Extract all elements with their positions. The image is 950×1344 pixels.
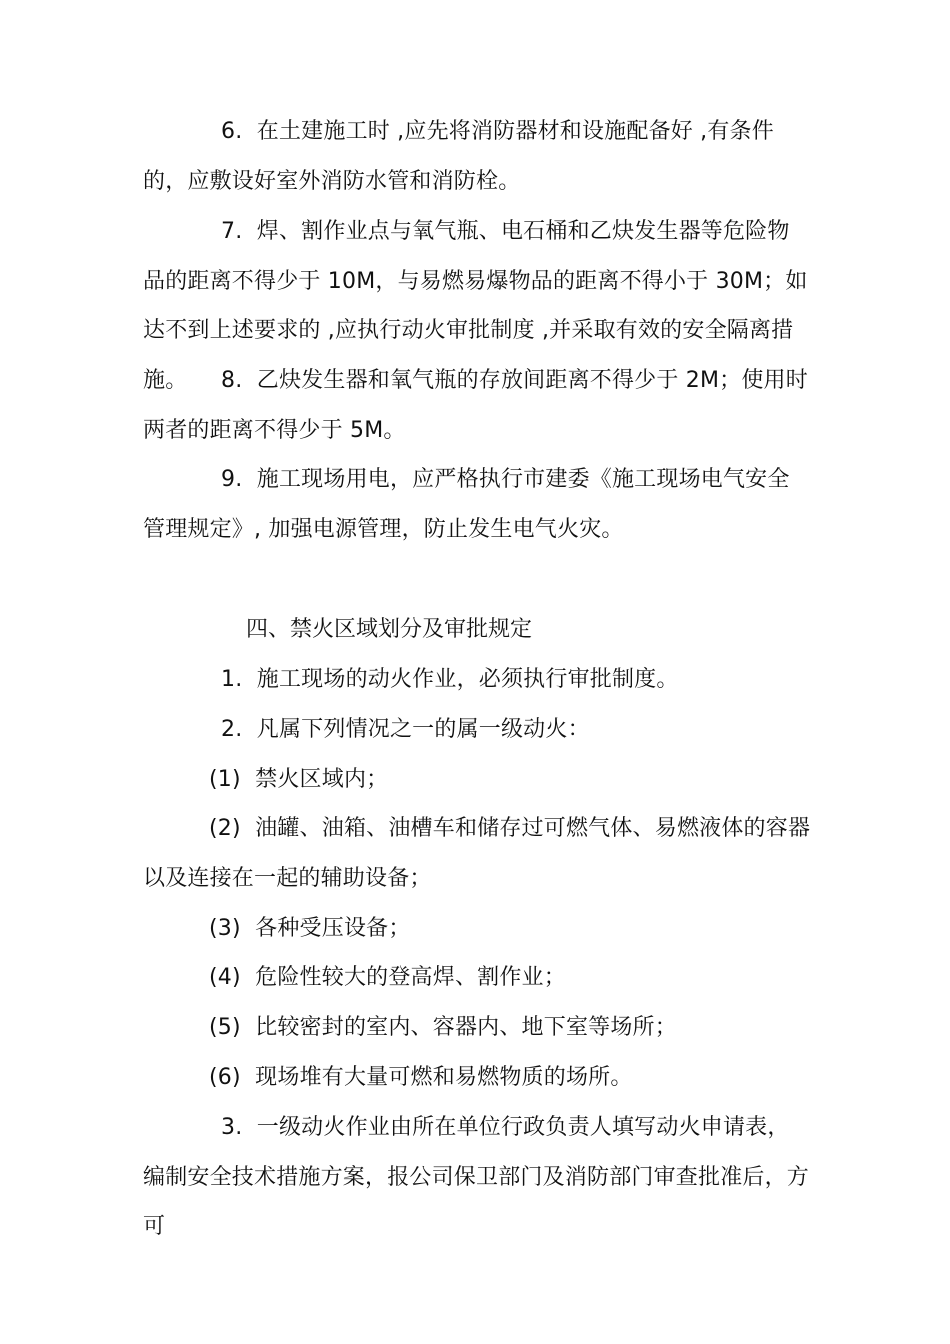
sub-item-3: (3) 各种受压设备； — [209, 916, 411, 941]
paragraph-item-7: 7. 焊、割作业点与氧气瓶、电石桶和乙炔发生器等危险物品的距离不得少于 10M，与易燃易爆物品的距离不得小于 30M；如达不到上述要求的 ,应执行动火审批制度 ,并采取有效的安全隔离措施。 — [143, 219, 808, 393]
sub-item-2: (2) 油罐、油箱、油槽车和储存过可燃气体、易燃液体的容器以及连接在一起的辅助设备； — [143, 816, 811, 891]
sub-item-6: (6) 现场堆有大量可燃和易燃物质的场所。 — [209, 1065, 633, 1090]
paragraph-item-6: 6. 在土建施工时 ,应先将消防器材和设施配备好 ,有条件的，应敷设好室外消防水管和消防栓。 — [143, 119, 774, 194]
list-item-2: 2. 凡属下列情况之一的属一级动火： — [221, 717, 590, 742]
paragraph-item-9: 9. 施工现场用电，应严格执行市建委《施工现场电气安全管理规定》, 加强电源管理，防止发生电气火灾。 — [143, 467, 790, 542]
list-item-1: 1. 施工现场的动火作业，必须执行审批制度。 — [221, 667, 679, 692]
sub-item-1: (1) 禁火区域内； — [209, 767, 389, 792]
section-heading: 四、禁火区域划分及审批规定 — [246, 617, 533, 642]
sub-item-4: (4) 危险性较大的登高焊、割作业； — [209, 965, 566, 990]
list-item-3: 3. 一级动火作业由所在单位行政负责人填写动火申请表，编制安全技术措施方案，报公司保卫部门及消防部门审查批准后，方可 — [143, 1115, 810, 1240]
sub-item-5: (5) 比较密封的室内、容器内、地下室等场所； — [209, 1015, 677, 1040]
paragraph-item-8: 8. 乙炔发生器和氧气瓶的存放间距离不得少于 2M；使用时两者的距离不得少于 5M。 — [143, 368, 808, 443]
